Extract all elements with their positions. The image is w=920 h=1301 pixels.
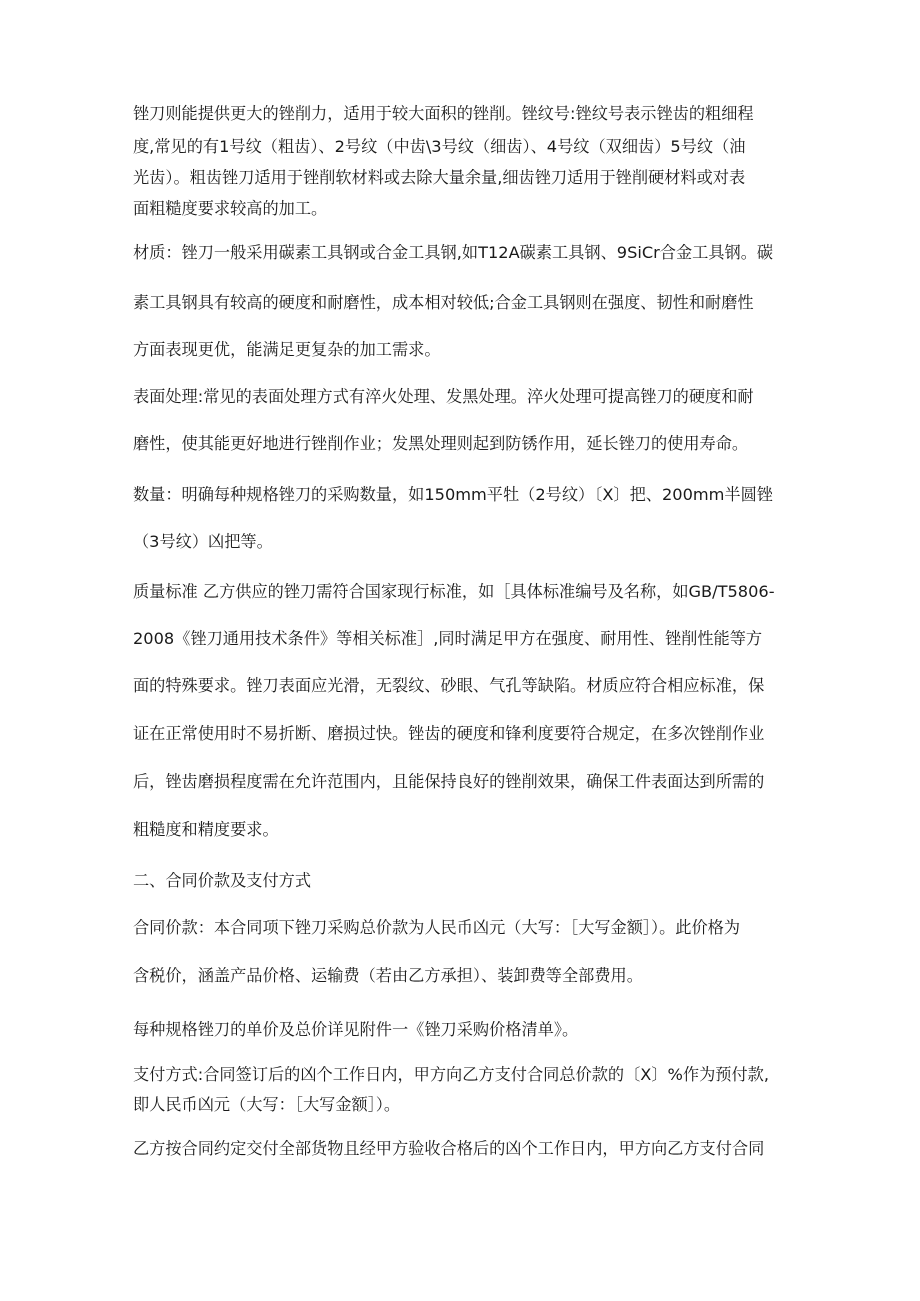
text-line-23: 即人民币凶元（大写：［大写金额］）。 [133,1095,401,1114]
text-line-21: 每种规格锉刀的单价及总价详见附件一《锉刀采购价格清单》。 [133,1020,579,1039]
text-line-22: 支付方式:合同签订后的凶个工作日内，甲方向乙方支付合同总价款的〔X〕%作为预付款, [133,1065,770,1084]
text-line-9: 磨性，使其能更好地进行锉削作业；发黑处理则起到防锈作用，延长锉刀的使用寿命。 [133,434,749,453]
text-line-11: （3号纹）凶把等。 [133,532,273,551]
text-line-19: 合同价款：本合同项下锉刀采购总价款为人民币凶元（大写：［大写金额］）。此价格为 [133,918,741,937]
text-line-7: 方面表现更优，能满足更复杂的加工需求。 [133,340,441,359]
text-line-10: 数量：明确每种规格锉刀的采购数量，如150mm平牡（2号纹）〔X〕把、200mm半圆锉 [133,485,773,504]
text-line-2: 度,常见的有1号纹（粗齿）、2号纹（中齿\3号纹（细齿）、4号纹（双细齿）5号纹（油 [133,137,746,156]
text-line-3: 光齿）。粗齿锉刀适用于锉削软材料或去除大量余量,细齿锉刀适用于锉削硬材料或对表 [133,168,746,187]
section-heading: 二、合同价款及支付方式 [133,871,312,890]
text-line-20: 含税价，涵盖产品价格、运输费（若由乙方承担）、装卸费等全部费用。 [133,966,643,985]
text-line-1: 锉刀则能提供更大的锉削力，适用于较大面积的锉削。锉纹号:锉纹号表示锉齿的粗细程 [133,104,754,123]
text-line-8: 表面处理:常见的表面处理方式有淬火处理、发黑处理。淬火处理可提高锉刀的硬度和耐 [133,387,754,406]
text-line-17: 粗糙度和精度要求。 [133,820,279,839]
text-line-6: 素工具钢具有较高的硬度和耐磨性，成本相对较低;合金工具钢则在强度、韧性和耐磨性 [133,293,754,312]
text-line-4: 面粗糙度要求较高的加工。 [133,199,328,218]
text-line-13: 2008《锉刀通用技术条件》等相关标准］,同时满足甲方在强度、耐用性、锉削性能等方 [133,629,763,648]
text-line-5: 材质：锉刀一般采用碳素工具钢或合金工具钢,如T12A碳素工具钢、9SiCr合金工具钢。碳 [133,243,774,262]
text-line-12: 质量标准 乙方供应的锉刀需符合国家现行标准，如［具体标准编号及名称，如GB/T5806- [133,582,775,601]
text-line-14: 面的特殊要求。锉刀表面应光滑，无裂纹、砂眼、气孔等缺陷。材质应符合相应标准，保 [133,676,765,695]
text-line-15: 证在正常使用时不易折断、磨损过快。锉齿的硬度和锋利度要符合规定，在多次锉削作业 [133,724,765,743]
text-line-16: 后，锉齿磨损程度需在允许范围内，且能保持良好的锉削效果，确保工件表面达到所需的 [133,772,765,791]
text-line-24: 乙方按合同约定交付全部货物且经甲方验收合格后的凶个工作日内，甲方向乙方支付合同 [133,1139,765,1158]
